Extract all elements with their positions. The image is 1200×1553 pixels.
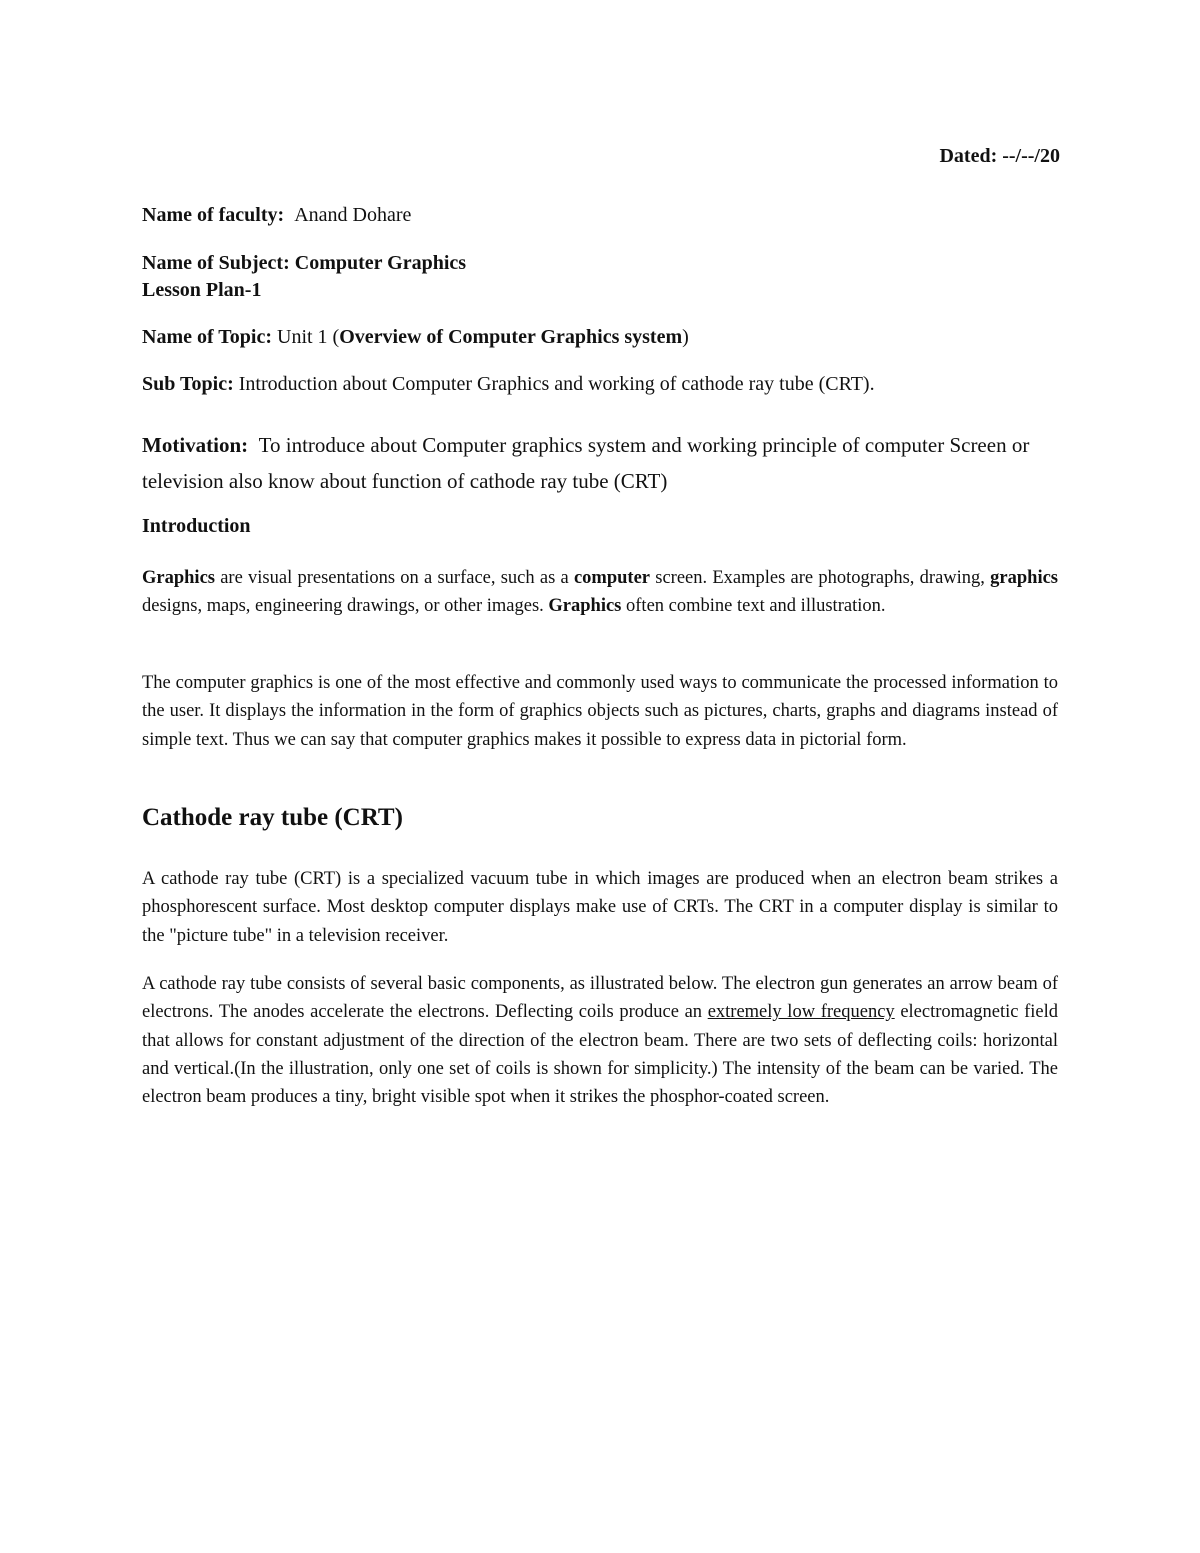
subtopic-line (142, 372, 875, 396)
introduction-heading: Introduction (142, 515, 251, 537)
intro-bold-graphics-3: Graphics (548, 596, 622, 617)
crt-paragraph-1: A cathode ray tube (CRT) is a specialized vacuum tube in which images are produced when an electron beam strikes a phosphorescent surface. Most desktop computer displays make use of CRTs. The CRT in a computer display is similar to the "picture tube" in a television receiver. (142, 869, 1058, 946)
topic-value-bold: Overview of Computer Graphics system (339, 326, 683, 348)
intro-text-4: often combine text and illustration. (621, 596, 886, 617)
faculty-label: Name of faculty: (142, 204, 285, 226)
topic-label: Name of Topic: (142, 326, 272, 348)
subtopic-label: Sub Topic: (142, 373, 234, 395)
topic-line (142, 325, 689, 349)
subtopic-value: Introduction about Computer Graphics and working of cathode ray tube (CRT). (238, 373, 875, 395)
subject-label: Name of Subject: (142, 252, 290, 274)
introduction-paragraph-2: The computer graphics is one of the most effective and commonly used ways to communicate the processed information to the user. It displays the information in the form of graphics objects such as pictures, charts, graphs and diagrams instead of simple text. Thus we can say that computer graphics makes it possible to express data in pictorial form. (142, 673, 1058, 750)
crt-paragraph-2 (142, 970, 1058, 1111)
crt-p2-text-2: electromagnetic field that allows for constant adjustment of the direction of the electron beam. There are two sets of deflecting coils: horizontal and vertical.(In the illustration, only one set of coils is shown for simplicity.) The intensity of the beam can be varied. The electron beam produces a tiny, bright visible spot when it strikes the phosphor-coated screen. (142, 1002, 1059, 1108)
intro-bold-graphics-1: Graphics (142, 568, 215, 588)
lesson-plan: Lesson Plan-1 (142, 279, 262, 301)
extremely-low-frequency-link[interactable]: extremely low frequency (707, 1002, 895, 1023)
subject-line (142, 251, 466, 275)
introduction-paragraph-1 (142, 564, 1058, 621)
subject-value: Computer Graphics (294, 252, 467, 274)
topic-value-suffix: ) (682, 326, 689, 348)
motivation-paragraph (142, 427, 1072, 499)
intro-bold-computer: computer (573, 568, 651, 588)
intro-bold-graphics-2: graphics (990, 568, 1058, 588)
intro-text-1: are visual presentations on a surface, such as a (214, 568, 574, 588)
intro-text-3: designs, maps, engineering drawings, or other images. (142, 596, 549, 617)
faculty-line (142, 203, 411, 227)
faculty-value: Anand Dohare (294, 204, 412, 226)
crt-p2-text-1: A cathode ray tube consists of several basic components, as illustrated below. The electron gun generates an arrow beam of electrons. The anodes accelerate the electrons. Deflecting coils produce an (142, 974, 1058, 1023)
motivation-label: Motivation: (142, 433, 249, 457)
topic-value-prefix: Unit 1 ( (277, 326, 340, 348)
dated-label: Dated: --/--/20 (939, 145, 1060, 167)
intro-text-2: screen. Examples are photographs, drawing, (650, 568, 991, 588)
motivation-value: To introduce about Computer graphics system and working principle of computer Screen or television also know about function of cathode ray tube (CRT) (142, 433, 1030, 493)
crt-heading: Cathode ray tube (CRT) (142, 804, 403, 831)
lesson-plan-line (142, 278, 261, 302)
